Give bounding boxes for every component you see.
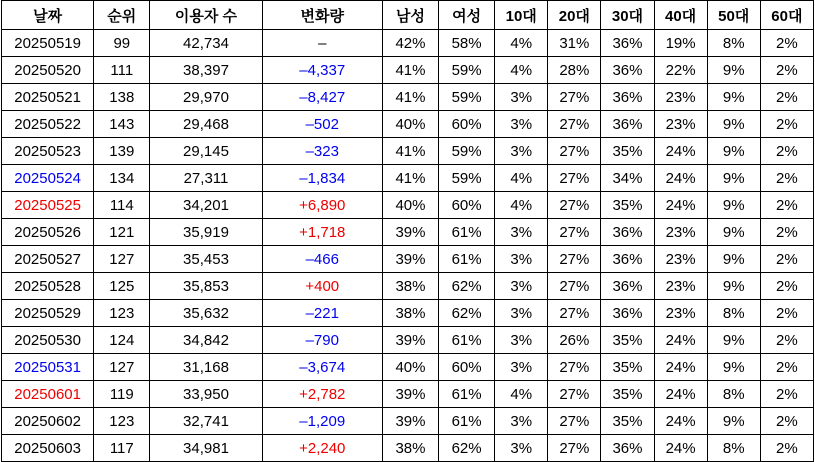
male-cell: 38% bbox=[382, 435, 438, 462]
age-10s-cell: 4% bbox=[495, 192, 548, 219]
table-row bbox=[2, 435, 814, 462]
age-30s-cell: 34% bbox=[601, 165, 654, 192]
age-50s-cell: 9% bbox=[707, 111, 760, 138]
users-cell: 34,842 bbox=[150, 327, 262, 354]
date-cell: 20250526 bbox=[2, 219, 94, 246]
date-cell: 20250525 bbox=[2, 192, 94, 219]
age-20s-cell: 27% bbox=[548, 354, 601, 381]
age-20s-cell: 27% bbox=[548, 246, 601, 273]
age-40s-cell: 24% bbox=[654, 435, 707, 462]
female-cell: 62% bbox=[439, 300, 495, 327]
change-cell: –466 bbox=[262, 246, 382, 273]
users-cell: 42,734 bbox=[150, 30, 262, 57]
column-header-change: 변화량 bbox=[262, 1, 382, 30]
age-40s-cell: 24% bbox=[654, 327, 707, 354]
age-50s-cell: 9% bbox=[707, 219, 760, 246]
age-60s-cell: 2% bbox=[760, 273, 813, 300]
age-40s-cell: 23% bbox=[654, 273, 707, 300]
age-20s-cell: 27% bbox=[548, 408, 601, 435]
rank-cell: 138 bbox=[94, 84, 150, 111]
statistics-table bbox=[1, 0, 814, 462]
female-cell: 59% bbox=[439, 138, 495, 165]
table-row bbox=[2, 300, 814, 327]
age-60s-cell: 2% bbox=[760, 30, 813, 57]
date-cell: 20250602 bbox=[2, 408, 94, 435]
date-cell: 20250601 bbox=[2, 381, 94, 408]
users-cell: 32,741 bbox=[150, 408, 262, 435]
age-10s-cell: 4% bbox=[495, 381, 548, 408]
change-cell: –502 bbox=[262, 111, 382, 138]
male-cell: 38% bbox=[382, 300, 438, 327]
age-40s-cell: 23% bbox=[654, 246, 707, 273]
female-cell: 58% bbox=[439, 30, 495, 57]
table-row bbox=[2, 219, 814, 246]
female-cell: 61% bbox=[439, 219, 495, 246]
table-row bbox=[2, 381, 814, 408]
age-60s-cell: 2% bbox=[760, 57, 813, 84]
date-cell: 20250529 bbox=[2, 300, 94, 327]
column-header-age-10s: 10대 bbox=[495, 1, 548, 30]
age-10s-cell: 3% bbox=[495, 111, 548, 138]
age-40s-cell: 23% bbox=[654, 219, 707, 246]
date-cell: 20250524 bbox=[2, 165, 94, 192]
users-cell: 29,145 bbox=[150, 138, 262, 165]
male-cell: 39% bbox=[382, 381, 438, 408]
rank-cell: 114 bbox=[94, 192, 150, 219]
date-cell: 20250527 bbox=[2, 246, 94, 273]
age-40s-cell: 19% bbox=[654, 30, 707, 57]
rank-cell: 117 bbox=[94, 435, 150, 462]
age-20s-cell: 27% bbox=[548, 300, 601, 327]
table-row bbox=[2, 192, 814, 219]
users-cell: 35,919 bbox=[150, 219, 262, 246]
female-cell: 61% bbox=[439, 381, 495, 408]
age-30s-cell: 35% bbox=[601, 138, 654, 165]
date-cell: 20250521 bbox=[2, 84, 94, 111]
age-20s-cell: 27% bbox=[548, 111, 601, 138]
users-cell: 29,468 bbox=[150, 111, 262, 138]
age-20s-cell: 27% bbox=[548, 219, 601, 246]
age-20s-cell: 31% bbox=[548, 30, 601, 57]
users-cell: 35,632 bbox=[150, 300, 262, 327]
rank-cell: 99 bbox=[94, 30, 150, 57]
table-row bbox=[2, 111, 814, 138]
age-30s-cell: 36% bbox=[601, 273, 654, 300]
date-cell: 20250530 bbox=[2, 327, 94, 354]
male-cell: 41% bbox=[382, 57, 438, 84]
age-50s-cell: 9% bbox=[707, 246, 760, 273]
age-50s-cell: 9% bbox=[707, 57, 760, 84]
table-row bbox=[2, 84, 814, 111]
age-60s-cell: 2% bbox=[760, 354, 813, 381]
rank-cell: 124 bbox=[94, 327, 150, 354]
change-cell: +2,240 bbox=[262, 435, 382, 462]
age-50s-cell: 8% bbox=[707, 435, 760, 462]
age-10s-cell: 3% bbox=[495, 246, 548, 273]
age-50s-cell: 9% bbox=[707, 408, 760, 435]
age-30s-cell: 36% bbox=[601, 84, 654, 111]
age-20s-cell: 27% bbox=[548, 138, 601, 165]
change-cell: –8,427 bbox=[262, 84, 382, 111]
table-row bbox=[2, 165, 814, 192]
table-row bbox=[2, 327, 814, 354]
age-40s-cell: 23% bbox=[654, 300, 707, 327]
date-cell: 20250531 bbox=[2, 354, 94, 381]
table-row bbox=[2, 354, 814, 381]
male-cell: 40% bbox=[382, 354, 438, 381]
age-10s-cell: 3% bbox=[495, 84, 548, 111]
age-10s-cell: 3% bbox=[495, 327, 548, 354]
change-cell: –790 bbox=[262, 327, 382, 354]
change-cell: +1,718 bbox=[262, 219, 382, 246]
male-cell: 39% bbox=[382, 219, 438, 246]
age-10s-cell: 3% bbox=[495, 138, 548, 165]
age-10s-cell: 3% bbox=[495, 408, 548, 435]
female-cell: 61% bbox=[439, 327, 495, 354]
rank-cell: 121 bbox=[94, 219, 150, 246]
age-40s-cell: 23% bbox=[654, 111, 707, 138]
change-cell: – bbox=[262, 30, 382, 57]
female-cell: 59% bbox=[439, 165, 495, 192]
date-cell: 20250519 bbox=[2, 30, 94, 57]
column-header-female: 여성 bbox=[439, 1, 495, 30]
female-cell: 60% bbox=[439, 354, 495, 381]
age-20s-cell: 28% bbox=[548, 57, 601, 84]
change-cell: +400 bbox=[262, 273, 382, 300]
age-60s-cell: 2% bbox=[760, 84, 813, 111]
male-cell: 40% bbox=[382, 192, 438, 219]
column-header-age-30s: 30대 bbox=[601, 1, 654, 30]
age-30s-cell: 36% bbox=[601, 219, 654, 246]
column-header-users: 이용자 수 bbox=[150, 1, 262, 30]
age-40s-cell: 24% bbox=[654, 138, 707, 165]
age-20s-cell: 27% bbox=[548, 165, 601, 192]
users-cell: 34,201 bbox=[150, 192, 262, 219]
age-60s-cell: 2% bbox=[760, 300, 813, 327]
age-20s-cell: 27% bbox=[548, 435, 601, 462]
users-cell: 38,397 bbox=[150, 57, 262, 84]
male-cell: 39% bbox=[382, 408, 438, 435]
female-cell: 62% bbox=[439, 273, 495, 300]
age-40s-cell: 24% bbox=[654, 381, 707, 408]
age-50s-cell: 9% bbox=[707, 273, 760, 300]
rank-cell: 123 bbox=[94, 300, 150, 327]
rank-cell: 134 bbox=[94, 165, 150, 192]
male-cell: 42% bbox=[382, 30, 438, 57]
age-40s-cell: 24% bbox=[654, 408, 707, 435]
male-cell: 39% bbox=[382, 246, 438, 273]
users-cell: 35,853 bbox=[150, 273, 262, 300]
column-header-age-20s: 20대 bbox=[548, 1, 601, 30]
age-50s-cell: 9% bbox=[707, 192, 760, 219]
age-30s-cell: 35% bbox=[601, 381, 654, 408]
female-cell: 60% bbox=[439, 111, 495, 138]
male-cell: 41% bbox=[382, 165, 438, 192]
date-cell: 20250522 bbox=[2, 111, 94, 138]
female-cell: 60% bbox=[439, 192, 495, 219]
age-10s-cell: 4% bbox=[495, 30, 548, 57]
table-header-row bbox=[2, 1, 814, 30]
age-50s-cell: 9% bbox=[707, 138, 760, 165]
age-10s-cell: 4% bbox=[495, 57, 548, 84]
age-10s-cell: 3% bbox=[495, 300, 548, 327]
change-cell: –3,674 bbox=[262, 354, 382, 381]
table-row bbox=[2, 246, 814, 273]
column-header-rank: 순위 bbox=[94, 1, 150, 30]
age-30s-cell: 36% bbox=[601, 300, 654, 327]
male-cell: 40% bbox=[382, 111, 438, 138]
age-30s-cell: 36% bbox=[601, 57, 654, 84]
age-10s-cell: 3% bbox=[495, 354, 548, 381]
age-10s-cell: 3% bbox=[495, 219, 548, 246]
users-cell: 29,970 bbox=[150, 84, 262, 111]
rank-cell: 143 bbox=[94, 111, 150, 138]
male-cell: 41% bbox=[382, 84, 438, 111]
age-20s-cell: 27% bbox=[548, 84, 601, 111]
age-30s-cell: 35% bbox=[601, 354, 654, 381]
change-cell: –4,337 bbox=[262, 57, 382, 84]
female-cell: 61% bbox=[439, 246, 495, 273]
age-60s-cell: 2% bbox=[760, 246, 813, 273]
rank-cell: 139 bbox=[94, 138, 150, 165]
age-60s-cell: 2% bbox=[760, 219, 813, 246]
age-30s-cell: 36% bbox=[601, 30, 654, 57]
users-cell: 27,311 bbox=[150, 165, 262, 192]
table-body bbox=[2, 30, 814, 462]
users-cell: 34,981 bbox=[150, 435, 262, 462]
column-header-male: 남성 bbox=[382, 1, 438, 30]
rank-cell: 123 bbox=[94, 408, 150, 435]
age-60s-cell: 2% bbox=[760, 408, 813, 435]
age-10s-cell: 3% bbox=[495, 435, 548, 462]
age-30s-cell: 36% bbox=[601, 435, 654, 462]
age-50s-cell: 9% bbox=[707, 327, 760, 354]
age-50s-cell: 8% bbox=[707, 30, 760, 57]
age-60s-cell: 2% bbox=[760, 381, 813, 408]
change-cell: –1,209 bbox=[262, 408, 382, 435]
age-60s-cell: 2% bbox=[760, 192, 813, 219]
age-20s-cell: 26% bbox=[548, 327, 601, 354]
table-row bbox=[2, 273, 814, 300]
age-50s-cell: 8% bbox=[707, 300, 760, 327]
age-60s-cell: 2% bbox=[760, 138, 813, 165]
date-cell: 20250528 bbox=[2, 273, 94, 300]
change-cell: +6,890 bbox=[262, 192, 382, 219]
column-header-age-60s: 60대 bbox=[760, 1, 813, 30]
column-header-age-40s: 40대 bbox=[654, 1, 707, 30]
age-40s-cell: 24% bbox=[654, 354, 707, 381]
age-30s-cell: 36% bbox=[601, 111, 654, 138]
age-30s-cell: 35% bbox=[601, 192, 654, 219]
change-cell: –323 bbox=[262, 138, 382, 165]
age-60s-cell: 2% bbox=[760, 435, 813, 462]
age-30s-cell: 35% bbox=[601, 327, 654, 354]
users-cell: 33,950 bbox=[150, 381, 262, 408]
age-40s-cell: 23% bbox=[654, 84, 707, 111]
male-cell: 41% bbox=[382, 138, 438, 165]
age-60s-cell: 2% bbox=[760, 111, 813, 138]
age-20s-cell: 27% bbox=[548, 273, 601, 300]
table-row bbox=[2, 138, 814, 165]
rank-cell: 127 bbox=[94, 354, 150, 381]
change-cell: –221 bbox=[262, 300, 382, 327]
table-row bbox=[2, 30, 814, 57]
age-20s-cell: 27% bbox=[548, 192, 601, 219]
date-cell: 20250603 bbox=[2, 435, 94, 462]
change-cell: +2,782 bbox=[262, 381, 382, 408]
female-cell: 59% bbox=[439, 57, 495, 84]
rank-cell: 119 bbox=[94, 381, 150, 408]
age-40s-cell: 24% bbox=[654, 165, 707, 192]
age-10s-cell: 4% bbox=[495, 165, 548, 192]
male-cell: 38% bbox=[382, 273, 438, 300]
female-cell: 59% bbox=[439, 84, 495, 111]
table-row bbox=[2, 408, 814, 435]
users-cell: 31,168 bbox=[150, 354, 262, 381]
date-cell: 20250520 bbox=[2, 57, 94, 84]
column-header-date: 날짜 bbox=[2, 1, 94, 30]
female-cell: 62% bbox=[439, 435, 495, 462]
age-10s-cell: 3% bbox=[495, 273, 548, 300]
date-cell: 20250523 bbox=[2, 138, 94, 165]
rank-cell: 111 bbox=[94, 57, 150, 84]
male-cell: 39% bbox=[382, 327, 438, 354]
age-50s-cell: 8% bbox=[707, 381, 760, 408]
age-40s-cell: 24% bbox=[654, 192, 707, 219]
age-50s-cell: 9% bbox=[707, 354, 760, 381]
column-header-age-50s: 50대 bbox=[707, 1, 760, 30]
age-60s-cell: 2% bbox=[760, 327, 813, 354]
age-60s-cell: 2% bbox=[760, 165, 813, 192]
users-cell: 35,453 bbox=[150, 246, 262, 273]
age-30s-cell: 36% bbox=[601, 246, 654, 273]
age-50s-cell: 9% bbox=[707, 165, 760, 192]
rank-cell: 127 bbox=[94, 246, 150, 273]
change-cell: –1,834 bbox=[262, 165, 382, 192]
age-20s-cell: 27% bbox=[548, 381, 601, 408]
table-row bbox=[2, 57, 814, 84]
female-cell: 61% bbox=[439, 408, 495, 435]
age-40s-cell: 22% bbox=[654, 57, 707, 84]
age-30s-cell: 35% bbox=[601, 408, 654, 435]
rank-cell: 125 bbox=[94, 273, 150, 300]
age-50s-cell: 9% bbox=[707, 84, 760, 111]
